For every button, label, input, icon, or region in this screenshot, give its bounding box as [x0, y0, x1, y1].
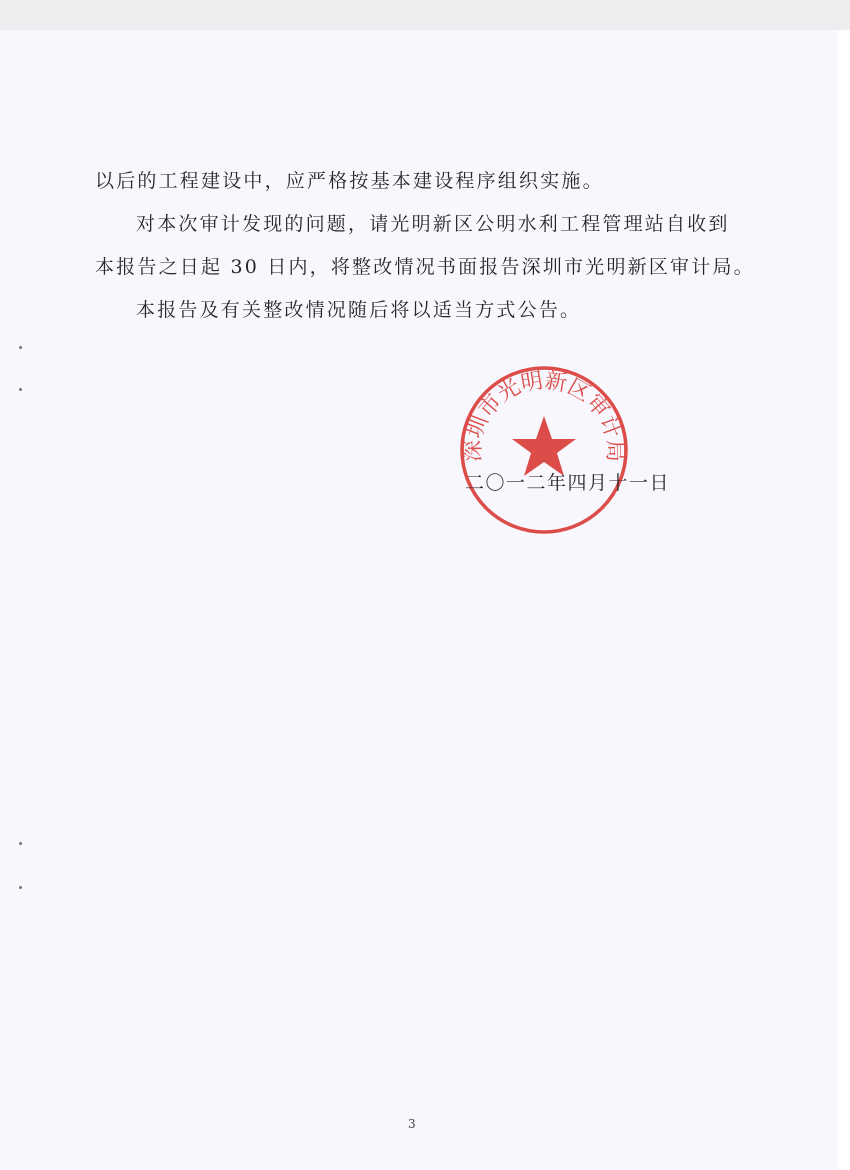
document-page	[0, 30, 840, 1170]
body-text-line: 以后的工程建设中，应严格按基本建设程序组织实施。	[95, 170, 604, 192]
body-text-line: 本报告及有关整改情况随后将以适当方式公告。	[136, 299, 582, 321]
binding-hole	[19, 346, 22, 349]
body-text-line: 本报告之日起 30 日内，将整改情况书面报告深圳市光明新区审计局。	[95, 256, 755, 278]
body-text-line: 对本次审计发现的问题，请光明新区公明水利工程管理站自收到	[136, 213, 730, 235]
page-edge	[838, 30, 850, 1170]
page-number: 3	[408, 1117, 416, 1131]
seal-text: 深圳市光明新区审计局	[460, 368, 628, 463]
document-date: 二〇一二年四月十一日	[465, 472, 671, 494]
official-seal	[458, 364, 630, 536]
binding-hole	[19, 886, 22, 889]
star-icon	[512, 416, 576, 476]
binding-hole	[19, 842, 22, 845]
binding-hole	[19, 388, 22, 391]
scan-border	[0, 0, 850, 30]
